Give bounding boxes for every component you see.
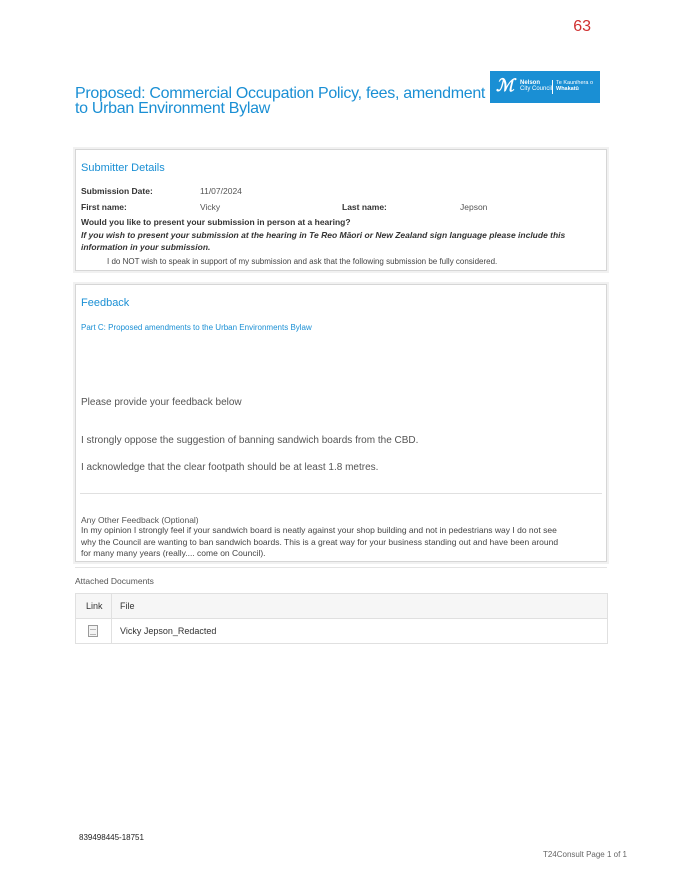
- attached-file-name[interactable]: Vicky Jepson_Redacted: [120, 626, 217, 636]
- hearing-question: Would you like to present your submission in person at a hearing?: [81, 217, 351, 227]
- first-name-value: Vicky: [200, 202, 221, 212]
- feedback-paragraph-1: I strongly oppose the suggestion of banning sandwich boards from the CBD.: [81, 435, 419, 446]
- page-number: 63: [573, 18, 591, 35]
- logo-maori-name: Te Kaunihera o Whakatū: [556, 80, 593, 92]
- table-header-row: [76, 594, 607, 619]
- council-logo-mark-icon: ℳ: [496, 76, 513, 95]
- feedback-section-title: Part C: Proposed amendments to the Urban Environments Bylaw: [81, 323, 312, 332]
- other-feedback-text: In my opinion I strongly feel if your sandwich board is neatly against your shop building and not in pedestrians way I do not see why the Council are wanting to ban sandwich boards. This is a great way for your business standing out and have been around for many many years (really.... come on Council).: [81, 525, 559, 558]
- logo-english-name: Nelson City Council: [520, 80, 553, 92]
- feedback-panel: [75, 284, 607, 562]
- last-name-label: Last name:: [342, 202, 387, 212]
- document-title: Proposed: Commercial Occupation Policy, fees, amendment to Urban Environment Bylaw: [75, 85, 486, 117]
- submitter-details-panel: [75, 149, 607, 271]
- other-feedback-heading: Any Other Feedback (Optional): [81, 515, 199, 525]
- document-id: 839498445-18751: [79, 833, 144, 842]
- column-separator: [111, 594, 112, 618]
- attached-divider: [75, 567, 607, 568]
- hearing-answer: I do NOT wish to speak in support of my submission and ask that the following submission be fully considered.: [107, 257, 498, 266]
- page-footer: T24Consult Page 1 of 1: [542, 850, 627, 859]
- feedback-prompt: Please provide your feedback below: [81, 397, 242, 408]
- nelson-city-council-logo: [490, 71, 600, 103]
- logo-divider: [552, 80, 553, 94]
- submitter-details-heading: Submitter Details: [81, 162, 165, 174]
- feedback-divider: [80, 493, 602, 494]
- submission-date-label: Submission Date:: [81, 186, 153, 196]
- column-separator: [111, 619, 112, 643]
- first-name-label: First name:: [81, 202, 127, 212]
- submission-date-value: 11/07/2024: [200, 186, 242, 196]
- feedback-heading: Feedback: [81, 297, 130, 309]
- attached-documents-label: Attached Documents: [75, 576, 154, 586]
- table-row: [76, 619, 607, 643]
- hearing-language-note: If you wish to present your submission at the hearing in Te Reo Māori or New Zealand sign language please include this information in your submission.: [81, 230, 566, 252]
- column-header-link: Link: [86, 601, 103, 611]
- attached-documents-table: [75, 593, 608, 644]
- feedback-paragraph-2: I acknowledge that the clear footpath should be at least 1.8 metres.: [81, 462, 379, 473]
- last-name-value: Jepson: [460, 202, 488, 212]
- document-icon[interactable]: [88, 625, 98, 637]
- column-header-file: File: [120, 601, 135, 611]
